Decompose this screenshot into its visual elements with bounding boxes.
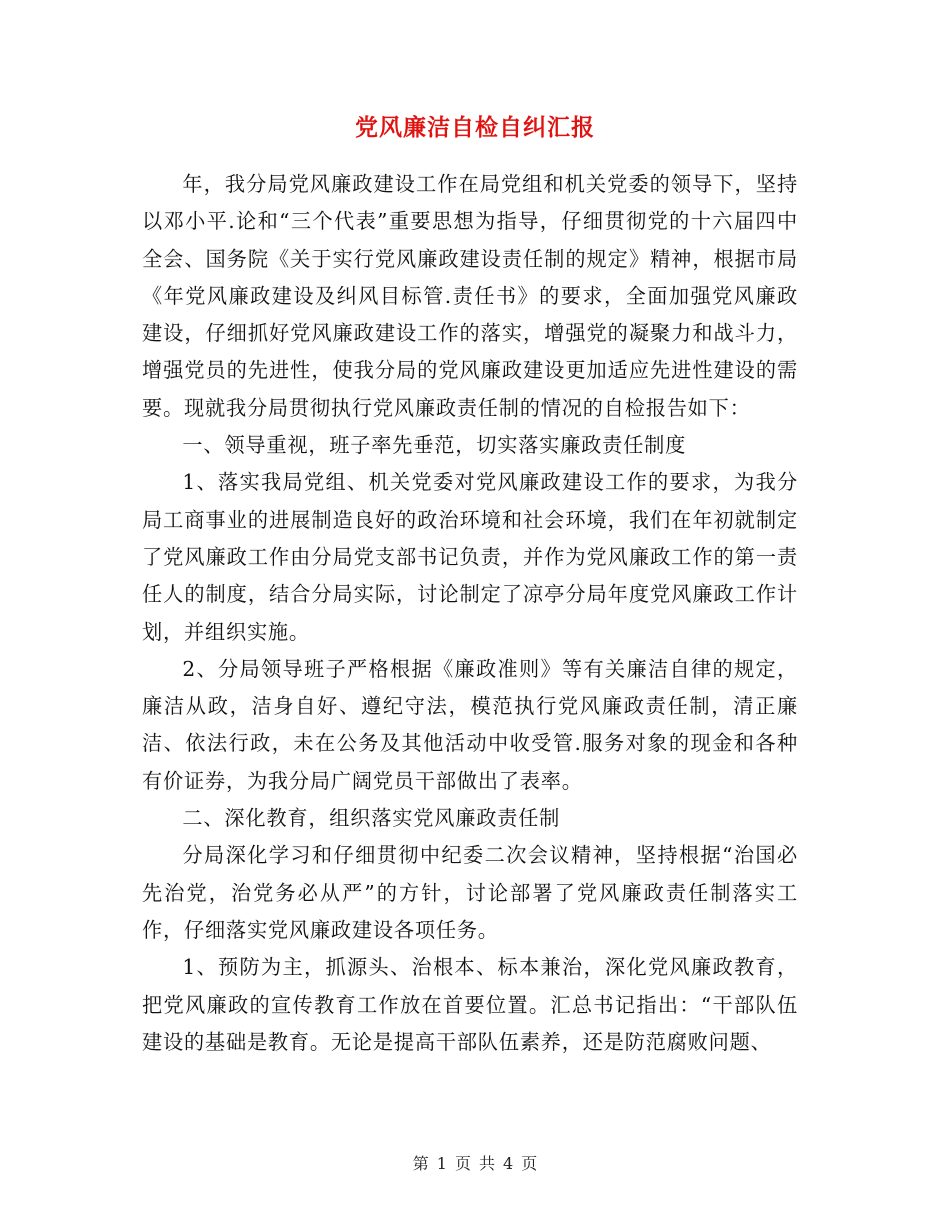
section-heading-two: 二、深化教育，组织落实党风廉政责任制 bbox=[182, 806, 561, 831]
footer-total-suffix: 页 bbox=[521, 1154, 538, 1173]
paragraph-item-2: 2、分局领导班子严格根据《廉政准则》等有关廉洁自律的规定，廉洁从政，洁身自好、遵纪守法，模范执行党风廉政责任制，清正廉洁、依法行政，未在公务及其他活动中收受管.服务对象的现金和各种有价证券，为我分局广阔党员干部做出了表率。 bbox=[142, 656, 798, 793]
document-body bbox=[142, 166, 798, 1061]
paragraph-intro: 年，我分局党风廉政建设工作在局党组和机关党委的领导下，坚持以邓小平.论和“三个代表”重要思想为指导，仔细贯彻党的十六届四中全会、国务院《关于实行党风廉政建设责任制的规定》精神，根据市局《年党风廉政建设及纠风目标管.责任书》的要求，全面加强党风廉政建设，仔细抓好党风廉政建设工作的落实，增强党的凝聚力和战斗力，增强党员的先进性，使我分局的党风廉政建设更加适应先进性建设的需要。现就我分局贯彻执行党风廉政责任制的情况的自检报告如下： bbox=[142, 172, 798, 420]
footer-total-prefix: 共 bbox=[479, 1154, 496, 1173]
section-heading-one: 一、领导重视，班子率先垂范，切实落实廉政责任制度 bbox=[182, 433, 687, 458]
footer-total-pages: 4 bbox=[503, 1154, 514, 1173]
footer-page-label: 页 bbox=[454, 1154, 471, 1173]
footer-page-prefix: 第 bbox=[412, 1154, 429, 1173]
paragraph-section-two-item-1: 1、预防为主，抓源头、治根本、标本兼治，深化党风廉政教育，把党风廉政的宣传教育工作放在首要位置。汇总书记指出：“干部队伍建设的基础是教育。无论是提高干部队伍素养，还是防范腐败问题、 bbox=[142, 955, 798, 1054]
document-title: 党风廉洁自检自纠汇报 bbox=[355, 114, 595, 141]
paragraph-section-two-intro: 分局深化学习和仔细贯彻中纪委二次会议精神，坚持根据“治国必先治党，治党务必从严”的方针，讨论部署了党风廉政责任制落实工作，仔细落实党风廉政建设各项任务。 bbox=[142, 843, 798, 942]
page-footer bbox=[0, 1152, 950, 1176]
footer-page-number: 1 bbox=[436, 1154, 447, 1173]
paragraph-item-1: 1、落实我局党组、机关党委对党风廉政建设工作的要求，为我分局工商事业的进展制造良好的政治环境和社会环境，我们在年初就制定了党风廉政工作由分局党支部书记负责，并作为党风廉政工作的第一责任人的制度，结合分局实际，讨论制定了凉亭分局年度党风廉政工作计划，并组织实施。 bbox=[142, 470, 798, 644]
